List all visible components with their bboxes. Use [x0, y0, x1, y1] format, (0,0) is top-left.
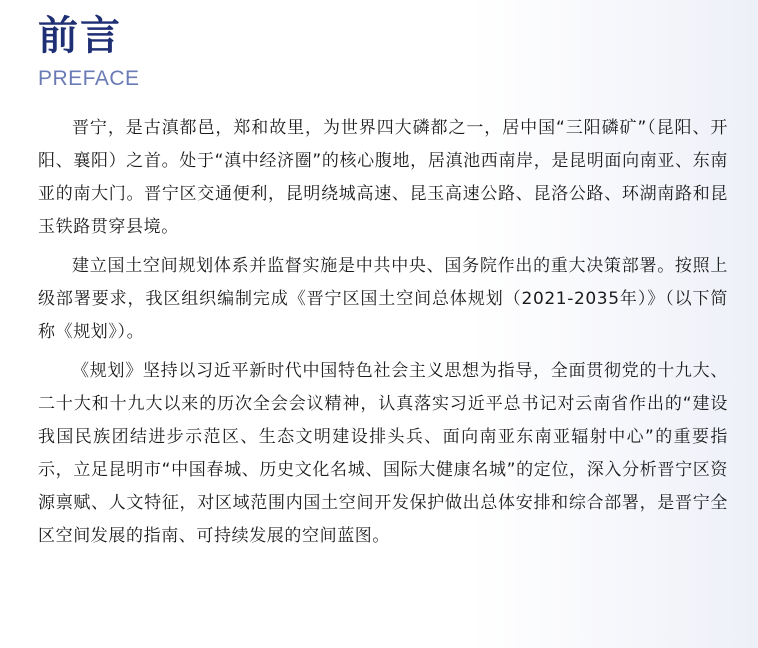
paragraph-intro: 晋宁，是古滇都邑，郑和故里，为世界四大磷都之一，居中国“三阳磷矿”（昆阳、开阳、襄阳）之首。处于“滇中经济圈”的核心腹地，居滇池西南岸，是昆明面向南亚、东南亚的南大门。晋宁区交通便利，昆明绕城高速、昆玉高速公路、昆洛公路、环湖南路和昆玉铁路贯穿县境。 [38, 118, 728, 237]
preface-body [38, 112, 728, 559]
page-subtitle: PREFACE [38, 67, 140, 90]
page-title: 前言 [38, 12, 122, 59]
paragraph-guiding-principles: 《规划》坚持以习近平新时代中国特色社会主义思想为指导，全面贯彻党的十九大、二十大和十九大以来的历次全会会议精神，认真落实习近平总书记对云南省作出的“建设我国民族团结进步示范区、生态文明建设排头兵、面向南亚东南亚辐射中心”的重要指示，立足昆明市“中国春城、历史文化名城、国际大健康名城”的定位，深入分析晋宁区资源禀赋、人文特征，对区域范围内国土空间开发保护做出总体安排和综合部署，是晋宁全区空间发展的指南、可持续发展的空间蓝图。 [38, 361, 728, 546]
paragraph-planning-system: 建立国土空间规划体系并监督实施是中共中央、国务院作出的重大决策部署。按照上级部署要求，我区组织编制完成《晋宁区国土空间总体规划（2021-2035年）》（以下简称《规划》）。 [38, 256, 728, 342]
preface-header [38, 12, 140, 92]
